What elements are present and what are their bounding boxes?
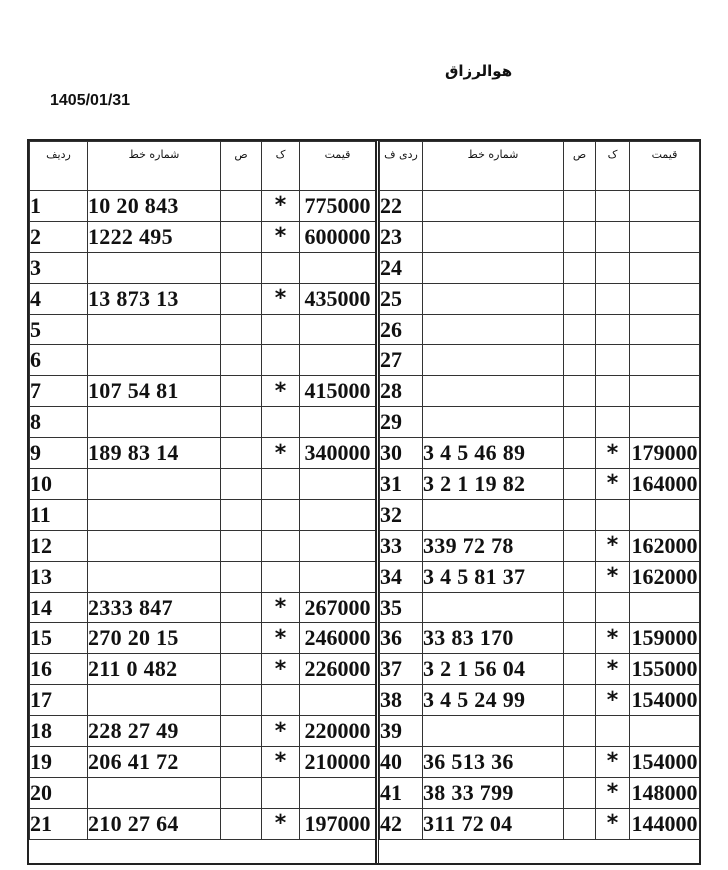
sad-cell [564, 747, 596, 778]
line-number-cell: 13 873 13 [88, 283, 221, 314]
kaf-mark-cell [596, 345, 630, 376]
line-number-cell [423, 345, 564, 376]
sad-cell [564, 221, 596, 252]
table-row [30, 654, 376, 685]
line-number-cell: 2333 847 [88, 592, 221, 623]
sad-cell [564, 777, 596, 808]
row-number-cell: 6 [30, 345, 88, 376]
row-number-cell: 22 [380, 191, 423, 222]
row-number-cell: 19 [30, 747, 88, 778]
sad-cell [221, 530, 262, 561]
kaf-mark-cell: * [596, 654, 630, 685]
sad-cell [221, 685, 262, 716]
table-row [30, 747, 376, 778]
header-price: قیمت [630, 142, 700, 191]
kaf-mark-cell: * [596, 438, 630, 469]
sad-cell [221, 808, 262, 839]
line-number-cell: 189 83 14 [88, 438, 221, 469]
kaf-mark-cell: * [596, 777, 630, 808]
line-number-cell: 10 20 843 [88, 191, 221, 222]
line-number-cell: 3 4 5 46 89 [423, 438, 564, 469]
price-cell [630, 407, 700, 438]
kaf-mark-cell: * [262, 808, 300, 839]
kaf-mark-cell [262, 252, 300, 283]
kaf-mark-cell [596, 191, 630, 222]
kaf-mark-cell: * [262, 376, 300, 407]
row-number-cell: 11 [30, 499, 88, 530]
sad-cell [564, 376, 596, 407]
document-date: 1405/01/31 [50, 92, 131, 109]
sad-cell [564, 283, 596, 314]
row-number-cell: 18 [30, 716, 88, 747]
line-number-cell: 210 27 64 [88, 808, 221, 839]
table-row [380, 283, 700, 314]
table-row [30, 438, 376, 469]
price-cell: 340000 [300, 438, 376, 469]
line-number-cell: 228 27 49 [88, 716, 221, 747]
price-cell: 155000 [630, 654, 700, 685]
price-cell [300, 252, 376, 283]
row-number-cell: 37 [380, 654, 423, 685]
line-number-cell [88, 252, 221, 283]
header-sad: ص [221, 142, 262, 191]
price-cell: 179000 [630, 438, 700, 469]
sad-cell [221, 561, 262, 592]
sad-cell [221, 191, 262, 222]
sad-cell [564, 314, 596, 345]
line-number-cell: 270 20 15 [88, 623, 221, 654]
header-price: قیمت [300, 142, 376, 191]
row-number-cell: 5 [30, 314, 88, 345]
price-cell: 154000 [630, 685, 700, 716]
table-row [380, 623, 700, 654]
line-number-cell: 206 41 72 [88, 747, 221, 778]
table-row [30, 469, 376, 500]
row-number-cell: 36 [380, 623, 423, 654]
sad-cell [221, 777, 262, 808]
row-number-cell: 1 [30, 191, 88, 222]
table-row [380, 685, 700, 716]
sad-cell [221, 747, 262, 778]
kaf-mark-cell: * [596, 747, 630, 778]
table-row [380, 808, 700, 839]
sad-cell [221, 438, 262, 469]
table-row [380, 191, 700, 222]
sad-cell [564, 716, 596, 747]
line-number-cell: 3 4 5 24 99 [423, 685, 564, 716]
kaf-mark-cell [596, 283, 630, 314]
row-number-cell: 9 [30, 438, 88, 469]
row-number-cell: 31 [380, 469, 423, 500]
sad-cell [564, 407, 596, 438]
line-number-cell [88, 685, 221, 716]
table-row [30, 252, 376, 283]
line-number-cell: 36 513 36 [423, 747, 564, 778]
kaf-mark-cell [262, 345, 300, 376]
header-kaf: ک [596, 142, 630, 191]
price-cell [300, 530, 376, 561]
line-number-cell [423, 407, 564, 438]
kaf-mark-cell [262, 469, 300, 500]
table-row [380, 654, 700, 685]
row-number-cell: 8 [30, 407, 88, 438]
table-header-row [380, 142, 700, 191]
line-number-cell [88, 777, 221, 808]
kaf-mark-cell: * [596, 623, 630, 654]
line-number-cell [88, 499, 221, 530]
table-row [380, 376, 700, 407]
price-cell [630, 191, 700, 222]
header-sad: ص [564, 142, 596, 191]
sad-cell [564, 654, 596, 685]
table-row [30, 191, 376, 222]
line-number-cell [88, 314, 221, 345]
line-number-cell: 33 83 170 [423, 623, 564, 654]
kaf-mark-cell [262, 407, 300, 438]
table-row [380, 561, 700, 592]
table-row [380, 438, 700, 469]
kaf-mark-cell: * [262, 592, 300, 623]
row-number-cell: 26 [380, 314, 423, 345]
row-number-cell: 35 [380, 592, 423, 623]
row-number-cell: 2 [30, 221, 88, 252]
kaf-mark-cell [596, 221, 630, 252]
line-number-cell [88, 530, 221, 561]
price-cell: 415000 [300, 376, 376, 407]
table-row [30, 623, 376, 654]
row-number-cell: 16 [30, 654, 88, 685]
price-cell [300, 777, 376, 808]
line-number-cell: 3 4 5 81 37 [423, 561, 564, 592]
row-number-cell: 13 [30, 561, 88, 592]
row-number-cell: 33 [380, 530, 423, 561]
sad-cell [221, 252, 262, 283]
price-cell [300, 345, 376, 376]
table-row [30, 221, 376, 252]
row-number-cell: 30 [380, 438, 423, 469]
sad-cell [564, 561, 596, 592]
line-number-cell [423, 592, 564, 623]
header-row-number: ردیف [30, 142, 88, 191]
header-row-number: ردی ف [380, 142, 423, 191]
kaf-mark-cell: * [262, 654, 300, 685]
row-number-cell: 27 [380, 345, 423, 376]
line-number-cell [423, 314, 564, 345]
table-row [30, 345, 376, 376]
line-number-cell: 339 72 78 [423, 530, 564, 561]
table-row [30, 777, 376, 808]
kaf-mark-cell [596, 376, 630, 407]
sad-cell [221, 376, 262, 407]
kaf-mark-cell [596, 252, 630, 283]
table-row [30, 499, 376, 530]
row-number-cell: 42 [380, 808, 423, 839]
table-row [30, 376, 376, 407]
row-number-cell: 14 [30, 592, 88, 623]
sad-cell [564, 252, 596, 283]
right-ledger-table [379, 141, 700, 840]
sad-cell [564, 592, 596, 623]
row-number-cell: 38 [380, 685, 423, 716]
row-number-cell: 21 [30, 808, 88, 839]
price-cell: 197000 [300, 808, 376, 839]
line-number-cell: 38 33 799 [423, 777, 564, 808]
price-cell [630, 283, 700, 314]
price-cell: 220000 [300, 716, 376, 747]
table-row [380, 221, 700, 252]
kaf-mark-cell: * [596, 469, 630, 500]
sad-cell [221, 407, 262, 438]
line-number-cell: 211 0 482 [88, 654, 221, 685]
price-cell [630, 252, 700, 283]
line-number-cell [88, 469, 221, 500]
sad-cell [221, 499, 262, 530]
kaf-mark-cell [262, 685, 300, 716]
price-cell [300, 561, 376, 592]
sad-cell [221, 623, 262, 654]
table-row [30, 561, 376, 592]
price-cell [630, 376, 700, 407]
sad-cell [564, 685, 596, 716]
row-number-cell: 40 [380, 747, 423, 778]
line-number-cell [88, 561, 221, 592]
kaf-mark-cell: * [596, 685, 630, 716]
table-row [30, 530, 376, 561]
kaf-mark-cell: * [262, 221, 300, 252]
price-cell [630, 716, 700, 747]
table-row [380, 777, 700, 808]
price-cell: 246000 [300, 623, 376, 654]
table-row [30, 314, 376, 345]
line-number-cell [423, 499, 564, 530]
price-cell [300, 314, 376, 345]
page-title: هوالرزاق [445, 62, 513, 80]
price-cell: 162000 [630, 561, 700, 592]
sad-cell [221, 221, 262, 252]
kaf-mark-cell [262, 499, 300, 530]
left-table-body [30, 191, 376, 840]
price-cell [630, 314, 700, 345]
sad-cell [221, 654, 262, 685]
line-number-cell: 1222 495 [88, 221, 221, 252]
line-number-cell: 3 2 1 56 04 [423, 654, 564, 685]
row-number-cell: 28 [380, 376, 423, 407]
row-number-cell: 7 [30, 376, 88, 407]
kaf-mark-cell: * [262, 716, 300, 747]
kaf-mark-cell: * [262, 747, 300, 778]
row-number-cell: 24 [380, 252, 423, 283]
price-cell [630, 592, 700, 623]
price-cell: 162000 [630, 530, 700, 561]
price-cell: 164000 [630, 469, 700, 500]
price-cell: 600000 [300, 221, 376, 252]
kaf-mark-cell: * [262, 623, 300, 654]
row-number-cell: 15 [30, 623, 88, 654]
header-kaf: ک [262, 142, 300, 191]
kaf-mark-cell [262, 530, 300, 561]
table-row [380, 499, 700, 530]
row-number-cell: 23 [380, 221, 423, 252]
sad-cell [564, 623, 596, 654]
header-line-number: شماره خط [88, 142, 221, 191]
sad-cell [221, 592, 262, 623]
kaf-mark-cell: * [596, 808, 630, 839]
table-row [380, 530, 700, 561]
sad-cell [221, 469, 262, 500]
row-number-cell: 12 [30, 530, 88, 561]
kaf-mark-cell [596, 592, 630, 623]
kaf-mark-cell: * [596, 561, 630, 592]
price-cell: 144000 [630, 808, 700, 839]
left-ledger-table [29, 141, 376, 840]
table-row [380, 314, 700, 345]
ledger-sheet [27, 139, 701, 865]
table-row [380, 252, 700, 283]
table-row [30, 592, 376, 623]
right-table-body [380, 191, 700, 840]
sad-cell [221, 314, 262, 345]
kaf-mark-cell: * [262, 438, 300, 469]
sad-cell [564, 499, 596, 530]
line-number-cell [88, 345, 221, 376]
row-number-cell: 17 [30, 685, 88, 716]
table-row [380, 592, 700, 623]
table-row [380, 345, 700, 376]
table-row [380, 407, 700, 438]
row-number-cell: 10 [30, 469, 88, 500]
row-number-cell: 29 [380, 407, 423, 438]
line-number-cell [423, 221, 564, 252]
row-number-cell: 32 [380, 499, 423, 530]
table-row [30, 716, 376, 747]
line-number-cell: 3 2 1 19 82 [423, 469, 564, 500]
price-cell [630, 345, 700, 376]
line-number-cell [88, 407, 221, 438]
price-cell [630, 499, 700, 530]
row-number-cell: 34 [380, 561, 423, 592]
price-cell [300, 407, 376, 438]
table-row [30, 283, 376, 314]
row-number-cell: 39 [380, 716, 423, 747]
sad-cell [564, 808, 596, 839]
line-number-cell [423, 252, 564, 283]
table-row [380, 747, 700, 778]
kaf-mark-cell [596, 314, 630, 345]
table-row [30, 685, 376, 716]
line-number-cell [423, 191, 564, 222]
table-row [380, 716, 700, 747]
kaf-mark-cell [596, 499, 630, 530]
price-cell: 226000 [300, 654, 376, 685]
sad-cell [221, 345, 262, 376]
kaf-mark-cell [262, 561, 300, 592]
kaf-mark-cell [596, 716, 630, 747]
line-number-cell [423, 716, 564, 747]
table-header-row [30, 142, 376, 191]
table-row [30, 808, 376, 839]
price-cell: 435000 [300, 283, 376, 314]
price-cell [300, 469, 376, 500]
price-cell: 210000 [300, 747, 376, 778]
price-cell: 775000 [300, 191, 376, 222]
header-line-number: شماره خط [423, 142, 564, 191]
row-number-cell: 3 [30, 252, 88, 283]
kaf-mark-cell: * [262, 283, 300, 314]
kaf-mark-cell: * [596, 530, 630, 561]
kaf-mark-cell: * [262, 191, 300, 222]
price-cell [300, 685, 376, 716]
price-cell: 154000 [630, 747, 700, 778]
sad-cell [564, 530, 596, 561]
sad-cell [564, 191, 596, 222]
kaf-mark-cell [262, 777, 300, 808]
price-cell: 148000 [630, 777, 700, 808]
sad-cell [221, 283, 262, 314]
line-number-cell: 107 54 81 [88, 376, 221, 407]
row-number-cell: 20 [30, 777, 88, 808]
sad-cell [564, 438, 596, 469]
sad-cell [564, 345, 596, 376]
price-cell [630, 221, 700, 252]
price-cell [300, 499, 376, 530]
line-number-cell [423, 283, 564, 314]
row-number-cell: 25 [380, 283, 423, 314]
line-number-cell: 311 72 04 [423, 808, 564, 839]
price-cell: 159000 [630, 623, 700, 654]
table-row [30, 407, 376, 438]
price-cell: 267000 [300, 592, 376, 623]
kaf-mark-cell [596, 407, 630, 438]
kaf-mark-cell [262, 314, 300, 345]
line-number-cell [423, 376, 564, 407]
row-number-cell: 41 [380, 777, 423, 808]
row-number-cell: 4 [30, 283, 88, 314]
sad-cell [221, 716, 262, 747]
table-row [380, 469, 700, 500]
sad-cell [564, 469, 596, 500]
